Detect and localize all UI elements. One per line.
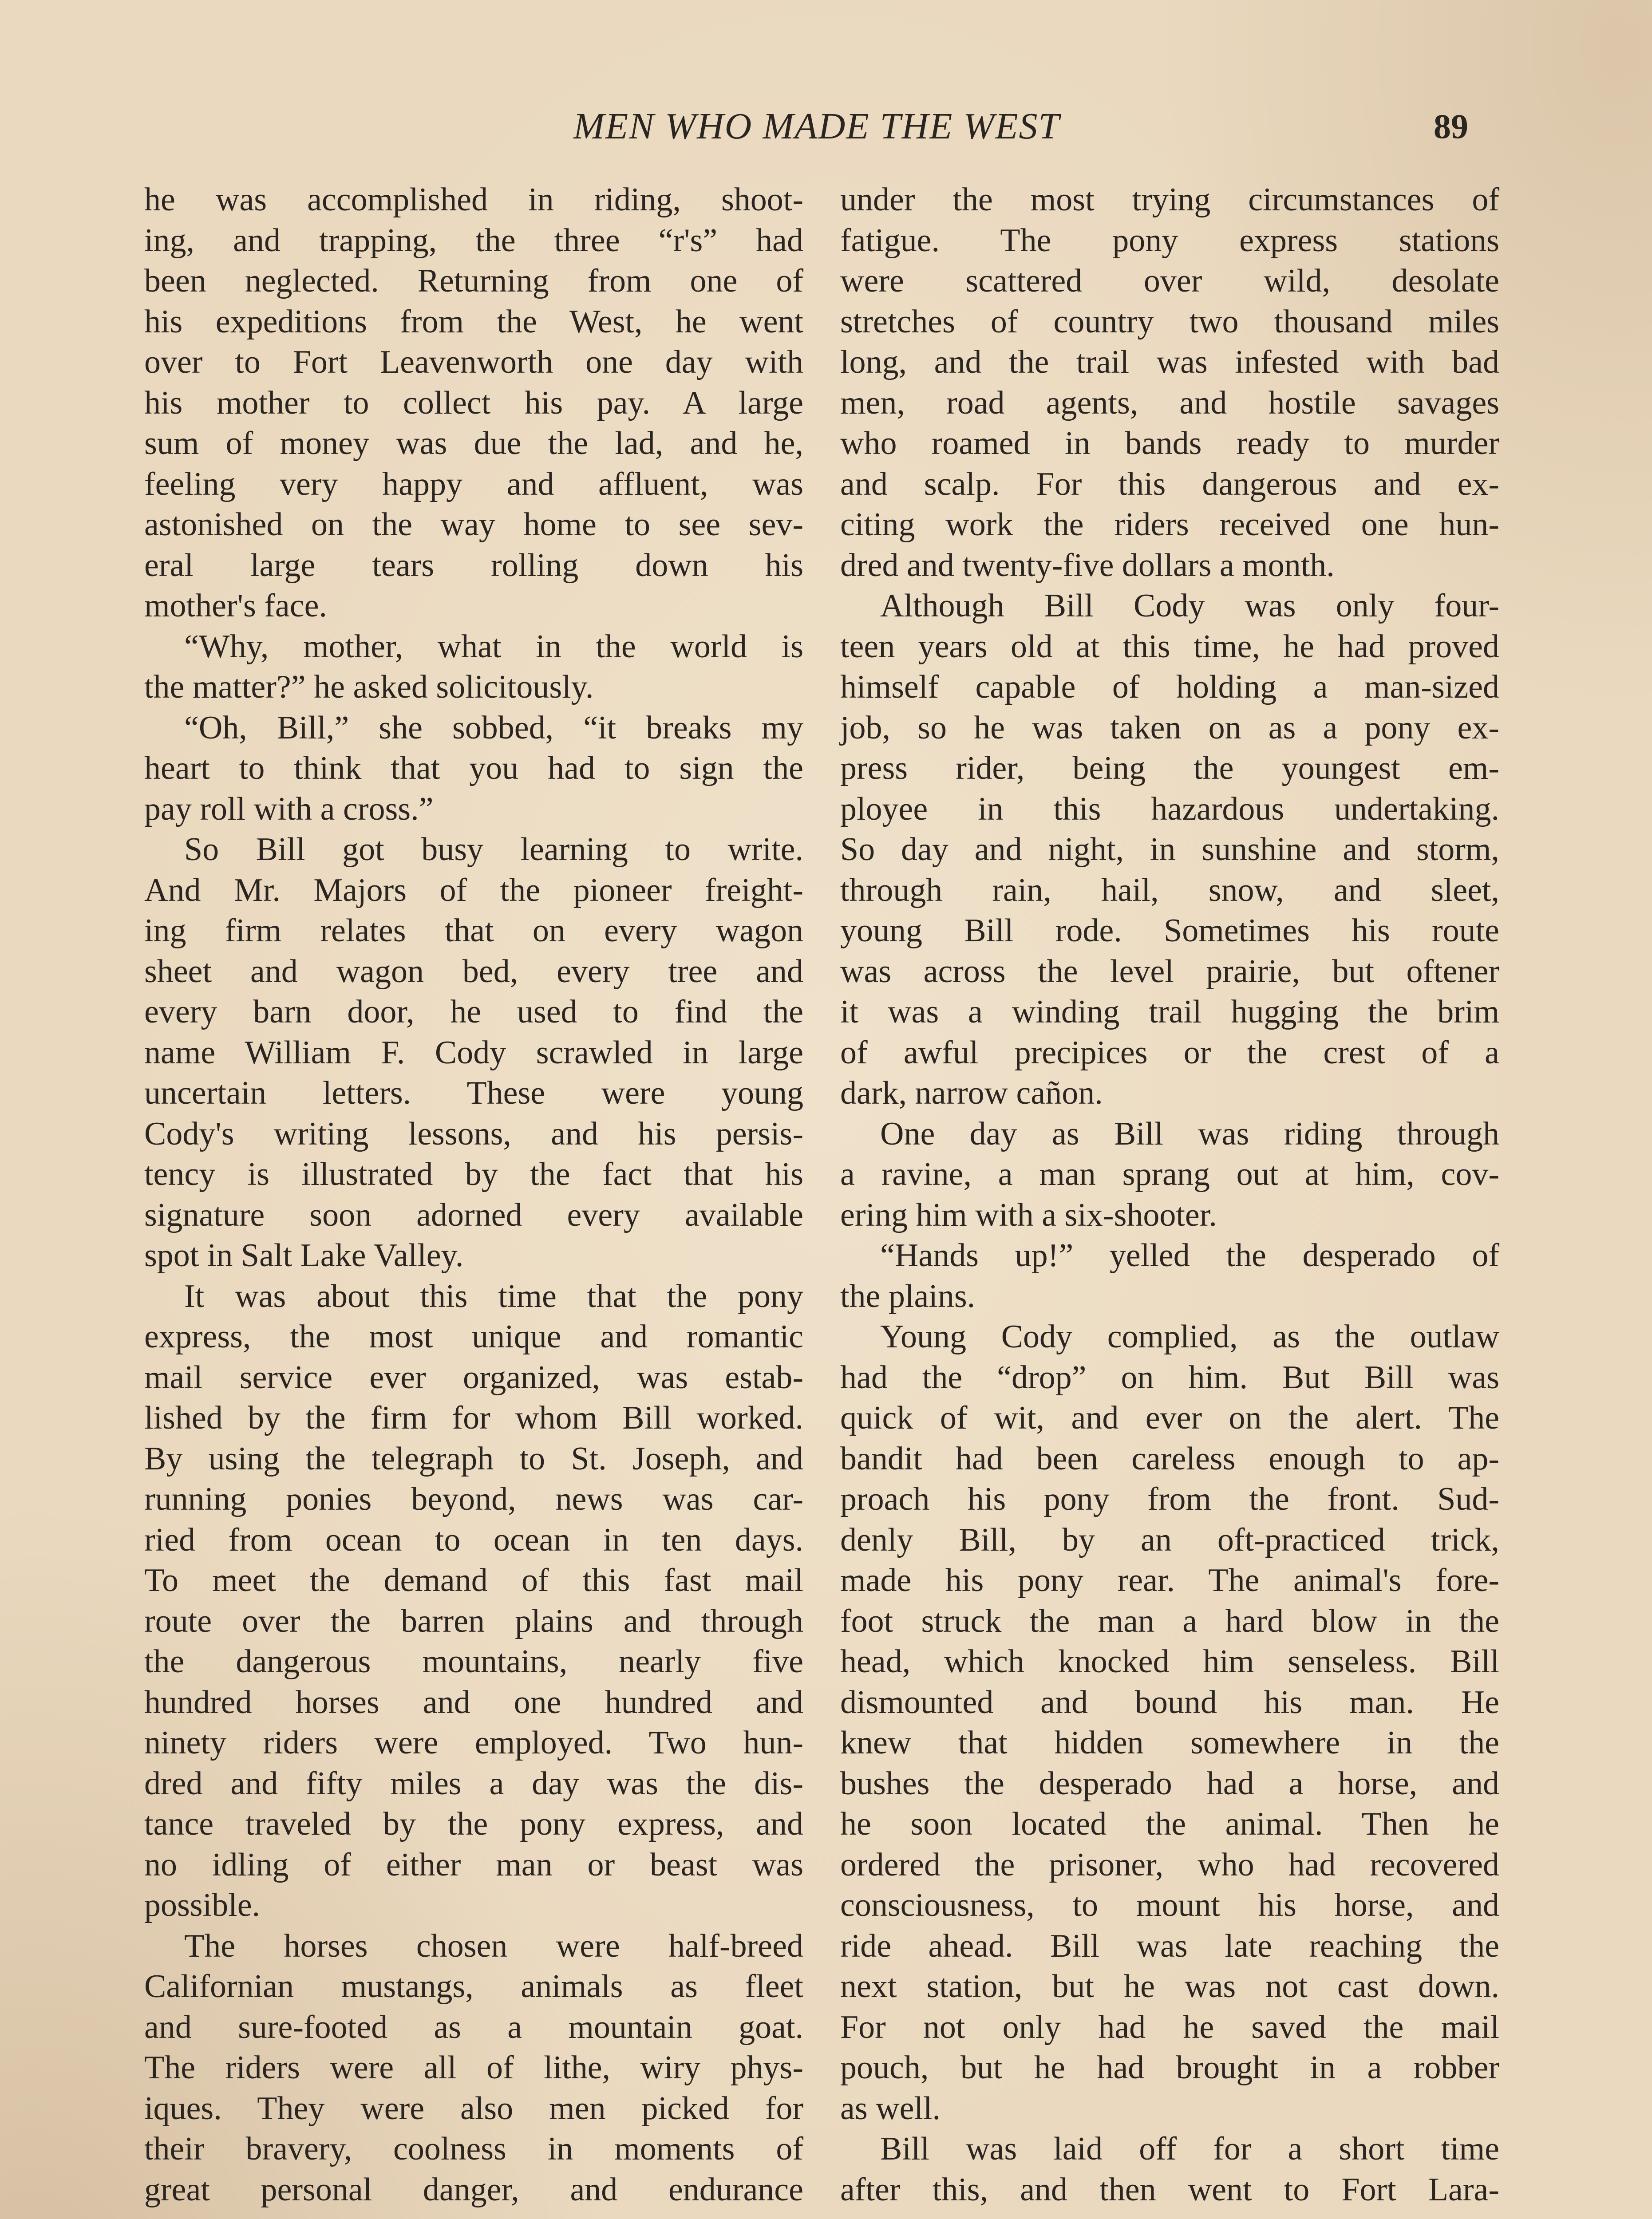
text-line: every barn door, he used to find the bbox=[144, 994, 803, 1030]
text-line: were scattered over wild, desolate bbox=[840, 263, 1499, 299]
text-line: And Mr. Majors of the pioneer freight- bbox=[144, 872, 803, 908]
text-line: dred and twenty-five dollars a month. bbox=[840, 547, 1335, 584]
text-line: So day and night, in sunshine and storm, bbox=[840, 831, 1499, 868]
text-line: bandit had been careless enough to ap- bbox=[840, 1440, 1499, 1477]
text-line: eral large tears rolling down his bbox=[144, 547, 803, 584]
text-line: running ponies beyond, news was car- bbox=[144, 1481, 803, 1517]
text-line: mother's face. bbox=[144, 588, 327, 624]
text-line: men, road agents, and hostile savages bbox=[840, 384, 1499, 421]
text-line: ering him with a six-shooter. bbox=[840, 1196, 1217, 1233]
text-line: citing work the riders received one hun- bbox=[840, 506, 1499, 543]
text-line: he soon located the animal. Then he bbox=[840, 1806, 1499, 1842]
text-line: To meet the demand of this fast mail bbox=[144, 1562, 803, 1599]
text-line: through rain, hail, snow, and sleet, bbox=[840, 872, 1499, 908]
page-header bbox=[0, 102, 1652, 151]
text-line: route over the barren plains and through bbox=[144, 1603, 803, 1639]
text-line: “Hands up!” yelled the desperado of bbox=[880, 1237, 1499, 1274]
text-line: “Why, mother, what in the world is bbox=[184, 628, 803, 665]
text-line: the plains. bbox=[840, 1278, 976, 1315]
text-line: the dangerous mountains, nearly five bbox=[144, 1643, 803, 1680]
text-line: it was a winding trail hugging the brim bbox=[840, 994, 1499, 1030]
text-line: and sure-footed as a mountain goat. bbox=[144, 2009, 803, 2045]
text-line: possible. bbox=[144, 1887, 261, 1923]
text-line: knew that hidden somewhere in the bbox=[840, 1725, 1499, 1761]
text-line: he was accomplished in riding, shoot- bbox=[144, 182, 803, 218]
text-line: over to Fort Leavenworth one day with bbox=[144, 344, 803, 380]
text-line: The horses chosen were half-breed bbox=[184, 1927, 803, 1964]
text-line: their bravery, coolness in moments of bbox=[144, 2131, 803, 2167]
text-line: Young Cody complied, as the outlaw bbox=[880, 1319, 1499, 1355]
text-line: and scalp. For this dangerous and ex- bbox=[840, 466, 1499, 502]
text-line: bushes the desperado had a horse, and bbox=[840, 1765, 1499, 1802]
text-line: One day as Bill was riding through bbox=[880, 1115, 1499, 1152]
text-line: It was about this time that the pony bbox=[184, 1278, 803, 1315]
page-number: 89 bbox=[1434, 107, 1468, 146]
text-line: Cody's writing lessons, and his persis- bbox=[144, 1115, 803, 1152]
text-line: hundred horses and one hundred and bbox=[144, 1684, 803, 1721]
text-line: proach his pony from the front. Sud- bbox=[840, 1481, 1499, 1517]
text-line: tency is illustrated by the fact that his bbox=[144, 1156, 803, 1192]
text-line: next station, but he was not cast down. bbox=[840, 1968, 1499, 2005]
text-line: head, which knocked him senseless. Bill bbox=[840, 1643, 1499, 1680]
text-line: long, and the trail was infested with bad bbox=[840, 344, 1499, 380]
text-line: foot struck the man a hard blow in the bbox=[840, 1603, 1499, 1639]
text-line: sum of money was due the lad, and he, bbox=[144, 425, 803, 462]
text-line: denly Bill, by an oft-practiced trick, bbox=[840, 1521, 1499, 1558]
text-line: his expeditions from the West, he went bbox=[144, 303, 803, 340]
text-line: express, the most unique and romantic bbox=[144, 1319, 803, 1355]
text-line: “Oh, Bill,” she sobbed, “it breaks my bbox=[184, 709, 803, 746]
text-line: ployee in this hazardous undertaking. bbox=[840, 790, 1499, 827]
text-line: So Bill got busy learning to write. bbox=[184, 831, 803, 868]
text-line: under the most trying circumstances of bbox=[840, 182, 1499, 218]
text-line: the matter?” he asked solicitously. bbox=[144, 669, 594, 705]
text-line: The riders were all of lithe, wiry phys- bbox=[144, 2049, 803, 2086]
text-line: consciousness, to mount his horse, and bbox=[840, 1887, 1499, 1923]
text-line: himself capable of holding a man-sized bbox=[840, 669, 1499, 705]
text-line: mail service ever organized, was estab- bbox=[144, 1359, 803, 1396]
text-line: been neglected. Returning from one of bbox=[144, 263, 803, 299]
text-line: tance traveled by the pony express, and bbox=[144, 1806, 803, 1842]
text-line: For not only had he saved the mail bbox=[840, 2009, 1499, 2045]
text-line: was across the level prairie, but oftener bbox=[840, 953, 1499, 990]
text-line: teen years old at this time, he had proved bbox=[840, 628, 1499, 665]
text-line: ordered the prisoner, who had recovered bbox=[840, 1846, 1499, 1883]
text-line: ing, and trapping, the three “r's” had bbox=[144, 222, 803, 259]
text-line: quick of wit, and ever on the alert. The bbox=[840, 1400, 1499, 1436]
text-line: dismounted and bound his man. He bbox=[840, 1684, 1499, 1721]
text-line: ing firm relates that on every wagon bbox=[144, 912, 803, 949]
text-line: of awful precipices or the crest of a bbox=[840, 1034, 1499, 1071]
text-line: dark, narrow cañon. bbox=[840, 1075, 1103, 1111]
text-line: press rider, being the youngest em- bbox=[840, 750, 1499, 786]
text-line: young Bill rode. Sometimes his route bbox=[840, 912, 1499, 949]
text-line: astonished on the way home to see sev- bbox=[144, 506, 803, 543]
text-line: Californian mustangs, animals as fleet bbox=[144, 1968, 803, 2005]
text-line: pouch, but he had brought in a robber bbox=[840, 2049, 1499, 2086]
text-line: job, so he was taken on as a pony ex- bbox=[840, 709, 1499, 746]
text-line: ninety riders were employed. Two hun- bbox=[144, 1725, 803, 1761]
text-line: ried from ocean to ocean in ten days. bbox=[144, 1521, 803, 1558]
text-line: fatigue. The pony express stations bbox=[840, 222, 1499, 259]
text-line: name William F. Cody scrawled in large bbox=[144, 1034, 803, 1071]
running-title: MEN WHO MADE THE WEST bbox=[573, 106, 1060, 147]
text-line: feeling very happy and affluent, was bbox=[144, 466, 803, 502]
text-line: ride ahead. Bill was late reaching the bbox=[840, 1927, 1499, 1964]
text-line: who roamed in bands ready to murder bbox=[840, 425, 1499, 462]
text-line: pay roll with a cross.” bbox=[144, 790, 434, 827]
right-column bbox=[840, 180, 1499, 2210]
text-line: Bill was laid off for a short time bbox=[880, 2131, 1499, 2167]
text-line: By using the telegraph to St. Joseph, and bbox=[144, 1440, 803, 1477]
left-column bbox=[144, 180, 803, 2210]
text-line: as well. bbox=[840, 2090, 941, 2127]
text-line: Although Bill Cody was only four- bbox=[880, 588, 1499, 624]
text-line: uncertain letters. These were young bbox=[144, 1075, 803, 1111]
text-line: signature soon adorned every available bbox=[144, 1196, 803, 1233]
text-line: iques. They were also men picked for bbox=[144, 2090, 803, 2127]
text-line: great personal danger, and endurance bbox=[144, 2171, 803, 2208]
text-line: dred and fifty miles a day was the dis- bbox=[144, 1765, 803, 1802]
text-line: sheet and wagon bed, every tree and bbox=[144, 953, 803, 990]
text-line: a ravine, a man sprang out at him, cov- bbox=[840, 1156, 1499, 1192]
text-line: made his pony rear. The animal's fore- bbox=[840, 1562, 1499, 1599]
text-line: stretches of country two thousand miles bbox=[840, 303, 1499, 340]
text-line: no idling of either man or beast was bbox=[144, 1846, 803, 1883]
text-line: after this, and then went to Fort Lara- bbox=[840, 2171, 1499, 2208]
text-line: spot in Salt Lake Valley. bbox=[144, 1237, 464, 1274]
text-line: his mother to collect his pay. A large bbox=[144, 384, 803, 421]
text-line: heart to think that you had to sign the bbox=[144, 750, 803, 786]
text-line: lished by the firm for whom Bill worked. bbox=[144, 1400, 803, 1436]
text-line: had the “drop” on him. But Bill was bbox=[840, 1359, 1499, 1396]
